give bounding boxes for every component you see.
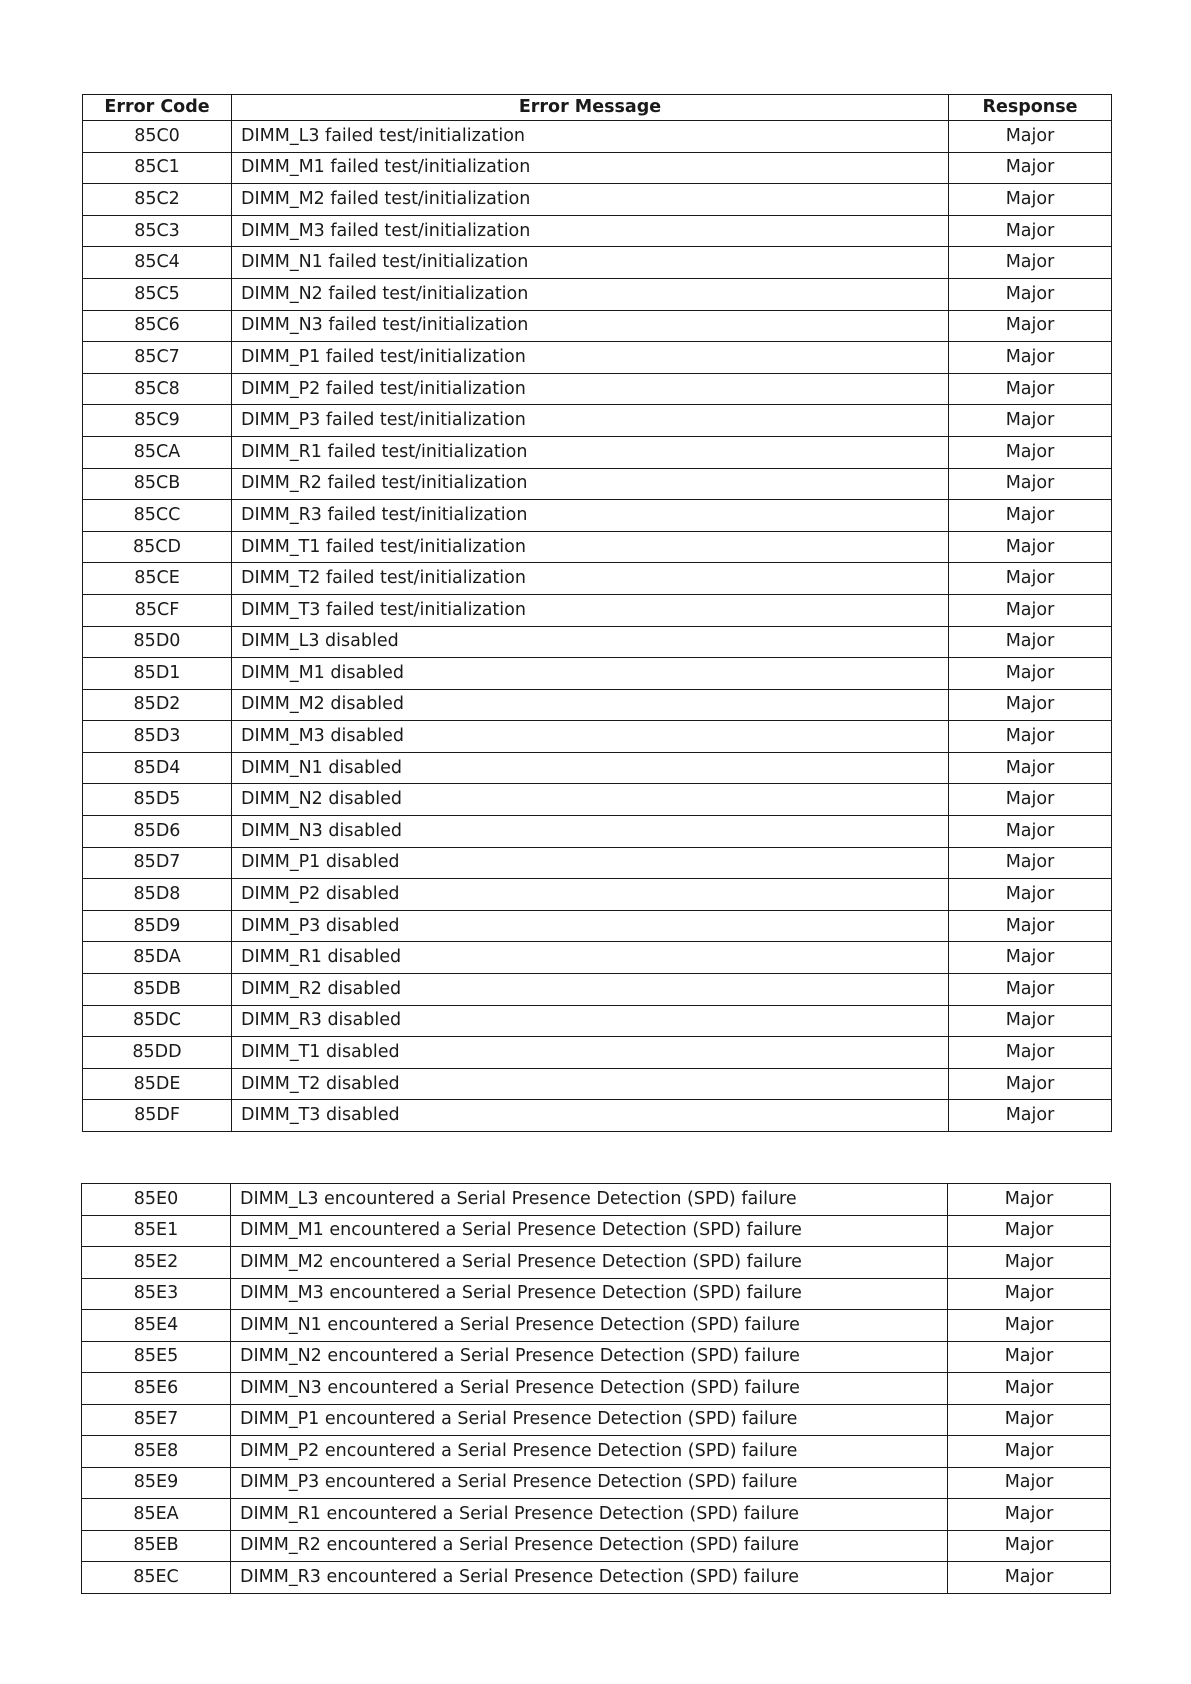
error-message-cell: DIMM_R2 disabled xyxy=(232,974,949,1006)
error-code-cell: 85E6 xyxy=(82,1373,231,1405)
response-cell: Major xyxy=(948,1215,1111,1247)
error-message-cell: DIMM_P2 encountered a Serial Presence Detection (SPD) failure xyxy=(231,1436,948,1468)
error-code-cell: 85EB xyxy=(82,1530,231,1562)
response-cell: Major xyxy=(949,247,1112,279)
error-code-cell: 85EA xyxy=(82,1499,231,1531)
error-code-cell: 85D2 xyxy=(83,689,232,721)
error-code-cell: 85D4 xyxy=(83,752,232,784)
error-code-cell: 85E8 xyxy=(82,1436,231,1468)
error-code-cell: 85EC xyxy=(82,1562,231,1594)
error-code-cell: 85E1 xyxy=(82,1215,231,1247)
error-code-cell: 85E4 xyxy=(82,1310,231,1342)
error-code-cell: 85E7 xyxy=(82,1404,231,1436)
error-message-cell: DIMM_N3 failed test/initialization xyxy=(232,310,949,342)
error-message-cell: DIMM_P3 failed test/initialization xyxy=(232,405,949,437)
response-cell: Major xyxy=(949,942,1112,974)
response-cell: Major xyxy=(948,1184,1111,1216)
table-row xyxy=(82,1184,1111,1216)
error-code-cell: 85D9 xyxy=(83,910,232,942)
table-row xyxy=(83,121,1112,153)
error-code-cell: 85E2 xyxy=(82,1247,231,1279)
table-row xyxy=(83,152,1112,184)
table-row xyxy=(83,1005,1112,1037)
error-code-cell: 85C8 xyxy=(83,373,232,405)
error-message-cell: DIMM_M3 encountered a Serial Presence Detection (SPD) failure xyxy=(231,1278,948,1310)
error-code-cell: 85CD xyxy=(83,531,232,563)
error-message-cell: DIMM_P3 disabled xyxy=(232,910,949,942)
error-message-cell: DIMM_T2 failed test/initialization xyxy=(232,563,949,595)
table-row xyxy=(82,1499,1111,1531)
response-cell: Major xyxy=(948,1499,1111,1531)
error-message-cell: DIMM_M1 disabled xyxy=(232,658,949,690)
table-row xyxy=(82,1278,1111,1310)
response-cell: Major xyxy=(949,721,1112,753)
error-message-cell: DIMM_M2 failed test/initialization xyxy=(232,184,949,216)
error-code-cell: 85D6 xyxy=(83,816,232,848)
error-code-cell: 85D1 xyxy=(83,658,232,690)
error-message-cell: DIMM_P2 disabled xyxy=(232,879,949,911)
header-response: Response xyxy=(949,95,1112,121)
error-code-table-2 xyxy=(81,1183,1111,1594)
error-message-cell: DIMM_R1 failed test/initialization xyxy=(232,436,949,468)
table-row xyxy=(83,373,1112,405)
response-cell: Major xyxy=(949,879,1112,911)
error-message-cell: DIMM_N2 failed test/initialization xyxy=(232,278,949,310)
error-code-cell: 85DE xyxy=(83,1068,232,1100)
error-code-cell: 85D7 xyxy=(83,847,232,879)
response-cell: Major xyxy=(949,689,1112,721)
error-message-cell: DIMM_P1 failed test/initialization xyxy=(232,342,949,374)
table-row xyxy=(83,689,1112,721)
error-code-cell: 85DA xyxy=(83,942,232,974)
response-cell: Major xyxy=(948,1310,1111,1342)
error-message-cell: DIMM_P1 encountered a Serial Presence Detection (SPD) failure xyxy=(231,1404,948,1436)
error-message-cell: DIMM_T3 disabled xyxy=(232,1100,949,1132)
table-row xyxy=(83,500,1112,532)
response-cell: Major xyxy=(948,1247,1111,1279)
error-message-cell: DIMM_N1 failed test/initialization xyxy=(232,247,949,279)
error-code-cell: 85C0 xyxy=(83,121,232,153)
error-message-cell: DIMM_N2 encountered a Serial Presence Detection (SPD) failure xyxy=(231,1341,948,1373)
table-row xyxy=(82,1467,1111,1499)
response-cell: Major xyxy=(949,152,1112,184)
error-message-cell: DIMM_P3 encountered a Serial Presence Detection (SPD) failure xyxy=(231,1467,948,1499)
response-cell: Major xyxy=(949,626,1112,658)
error-message-cell: DIMM_T1 failed test/initialization xyxy=(232,531,949,563)
error-message-cell: DIMM_M3 failed test/initialization xyxy=(232,215,949,247)
response-cell: Major xyxy=(949,594,1112,626)
response-cell: Major xyxy=(948,1278,1111,1310)
error-code-cell: 85CE xyxy=(83,563,232,595)
error-message-cell: DIMM_R2 encountered a Serial Presence Detection (SPD) failure xyxy=(231,1530,948,1562)
table-row xyxy=(83,184,1112,216)
table-row xyxy=(83,468,1112,500)
table-row xyxy=(82,1436,1111,1468)
error-message-cell: DIMM_T2 disabled xyxy=(232,1068,949,1100)
table-row xyxy=(83,1068,1112,1100)
table-row xyxy=(83,1037,1112,1069)
response-cell: Major xyxy=(949,468,1112,500)
response-cell: Major xyxy=(949,1068,1112,1100)
error-code-cell: 85E3 xyxy=(82,1278,231,1310)
error-code-cell: 85DC xyxy=(83,1005,232,1037)
response-cell: Major xyxy=(949,436,1112,468)
table-row xyxy=(82,1530,1111,1562)
error-message-cell: DIMM_M2 encountered a Serial Presence Detection (SPD) failure xyxy=(231,1247,948,1279)
response-cell: Major xyxy=(949,1100,1112,1132)
error-code-cell: 85C9 xyxy=(83,405,232,437)
error-code-cell: 85D3 xyxy=(83,721,232,753)
response-cell: Major xyxy=(948,1467,1111,1499)
response-cell: Major xyxy=(949,658,1112,690)
error-message-cell: DIMM_R1 disabled xyxy=(232,942,949,974)
table-row xyxy=(83,405,1112,437)
error-message-cell: DIMM_N2 disabled xyxy=(232,784,949,816)
table-row xyxy=(83,310,1112,342)
table-row xyxy=(83,436,1112,468)
error-code-cell: 85C2 xyxy=(83,184,232,216)
error-message-cell: DIMM_N3 disabled xyxy=(232,816,949,848)
response-cell: Major xyxy=(949,1037,1112,1069)
error-message-cell: DIMM_N1 disabled xyxy=(232,752,949,784)
error-code-cell: 85D0 xyxy=(83,626,232,658)
table-row xyxy=(82,1247,1111,1279)
table-row xyxy=(83,626,1112,658)
error-code-cell: 85CF xyxy=(83,594,232,626)
table-row xyxy=(83,974,1112,1006)
table-row xyxy=(82,1341,1111,1373)
error-code-cell: 85D5 xyxy=(83,784,232,816)
response-cell: Major xyxy=(949,974,1112,1006)
error-code-cell: 85DB xyxy=(83,974,232,1006)
error-code-cell: 85CC xyxy=(83,500,232,532)
response-cell: Major xyxy=(948,1341,1111,1373)
error-message-cell: DIMM_T3 failed test/initialization xyxy=(232,594,949,626)
response-cell: Major xyxy=(948,1373,1111,1405)
response-cell: Major xyxy=(949,816,1112,848)
table-row xyxy=(83,278,1112,310)
table-row xyxy=(83,879,1112,911)
response-cell: Major xyxy=(948,1436,1111,1468)
error-code-cell: 85C1 xyxy=(83,152,232,184)
error-code-cell: 85C4 xyxy=(83,247,232,279)
error-message-cell: DIMM_N1 encountered a Serial Presence Detection (SPD) failure xyxy=(231,1310,948,1342)
response-cell: Major xyxy=(949,500,1112,532)
table-row xyxy=(82,1373,1111,1405)
error-message-cell: DIMM_R3 disabled xyxy=(232,1005,949,1037)
error-code-cell: 85E9 xyxy=(82,1467,231,1499)
error-code-cell: 85C7 xyxy=(83,342,232,374)
error-message-cell: DIMM_R1 encountered a Serial Presence Detection (SPD) failure xyxy=(231,1499,948,1531)
response-cell: Major xyxy=(949,342,1112,374)
error-code-cell: 85E0 xyxy=(82,1184,231,1216)
response-cell: Major xyxy=(948,1562,1111,1594)
table-row xyxy=(83,594,1112,626)
response-cell: Major xyxy=(949,910,1112,942)
table-row xyxy=(83,752,1112,784)
table-row xyxy=(83,784,1112,816)
table-row xyxy=(83,847,1112,879)
error-message-cell: DIMM_R3 failed test/initialization xyxy=(232,500,949,532)
error-code-cell: 85E5 xyxy=(82,1341,231,1373)
error-code-cell: 85C6 xyxy=(83,310,232,342)
response-cell: Major xyxy=(949,373,1112,405)
table-row xyxy=(83,721,1112,753)
response-cell: Major xyxy=(949,184,1112,216)
table-row xyxy=(83,658,1112,690)
error-code-cell: 85C5 xyxy=(83,278,232,310)
response-cell: Major xyxy=(949,215,1112,247)
error-code-table-1 xyxy=(82,94,1112,1132)
error-message-cell: DIMM_L3 encountered a Serial Presence Detection (SPD) failure xyxy=(231,1184,948,1216)
table-row xyxy=(82,1310,1111,1342)
error-message-cell: DIMM_L3 disabled xyxy=(232,626,949,658)
table-row xyxy=(82,1215,1111,1247)
error-message-cell: DIMM_P2 failed test/initialization xyxy=(232,373,949,405)
table-row xyxy=(83,910,1112,942)
header-row xyxy=(83,95,1112,121)
table-row xyxy=(82,1404,1111,1436)
response-cell: Major xyxy=(948,1530,1111,1562)
error-code-cell: 85D8 xyxy=(83,879,232,911)
error-message-cell: DIMM_M1 encountered a Serial Presence Detection (SPD) failure xyxy=(231,1215,948,1247)
header-error-message: Error Message xyxy=(232,95,949,121)
table-row xyxy=(83,563,1112,595)
response-cell: Major xyxy=(949,405,1112,437)
response-cell: Major xyxy=(949,563,1112,595)
response-cell: Major xyxy=(948,1404,1111,1436)
error-message-cell: DIMM_M2 disabled xyxy=(232,689,949,721)
table-row xyxy=(82,1562,1111,1594)
error-code-cell: 85CB xyxy=(83,468,232,500)
table-row xyxy=(83,1100,1112,1132)
response-cell: Major xyxy=(949,531,1112,563)
response-cell: Major xyxy=(949,1005,1112,1037)
response-cell: Major xyxy=(949,752,1112,784)
error-code-cell: 85DD xyxy=(83,1037,232,1069)
response-cell: Major xyxy=(949,847,1112,879)
error-code-cell: 85DF xyxy=(83,1100,232,1132)
response-cell: Major xyxy=(949,310,1112,342)
error-message-cell: DIMM_M1 failed test/initialization xyxy=(232,152,949,184)
table-row xyxy=(83,816,1112,848)
response-cell: Major xyxy=(949,121,1112,153)
table-row xyxy=(83,342,1112,374)
response-cell: Major xyxy=(949,278,1112,310)
header-error-code: Error Code xyxy=(83,95,232,121)
response-cell: Major xyxy=(949,784,1112,816)
error-message-cell: DIMM_R2 failed test/initialization xyxy=(232,468,949,500)
error-code-cell: 85CA xyxy=(83,436,232,468)
error-message-cell: DIMM_M3 disabled xyxy=(232,721,949,753)
error-code-cell: 85C3 xyxy=(83,215,232,247)
error-message-cell: DIMM_T1 disabled xyxy=(232,1037,949,1069)
table-row xyxy=(83,215,1112,247)
table-row xyxy=(83,942,1112,974)
error-message-cell: DIMM_P1 disabled xyxy=(232,847,949,879)
error-message-cell: DIMM_L3 failed test/initialization xyxy=(232,121,949,153)
error-message-cell: DIMM_N3 encountered a Serial Presence Detection (SPD) failure xyxy=(231,1373,948,1405)
table-row xyxy=(83,531,1112,563)
table-row xyxy=(83,247,1112,279)
error-message-cell: DIMM_R3 encountered a Serial Presence Detection (SPD) failure xyxy=(231,1562,948,1594)
